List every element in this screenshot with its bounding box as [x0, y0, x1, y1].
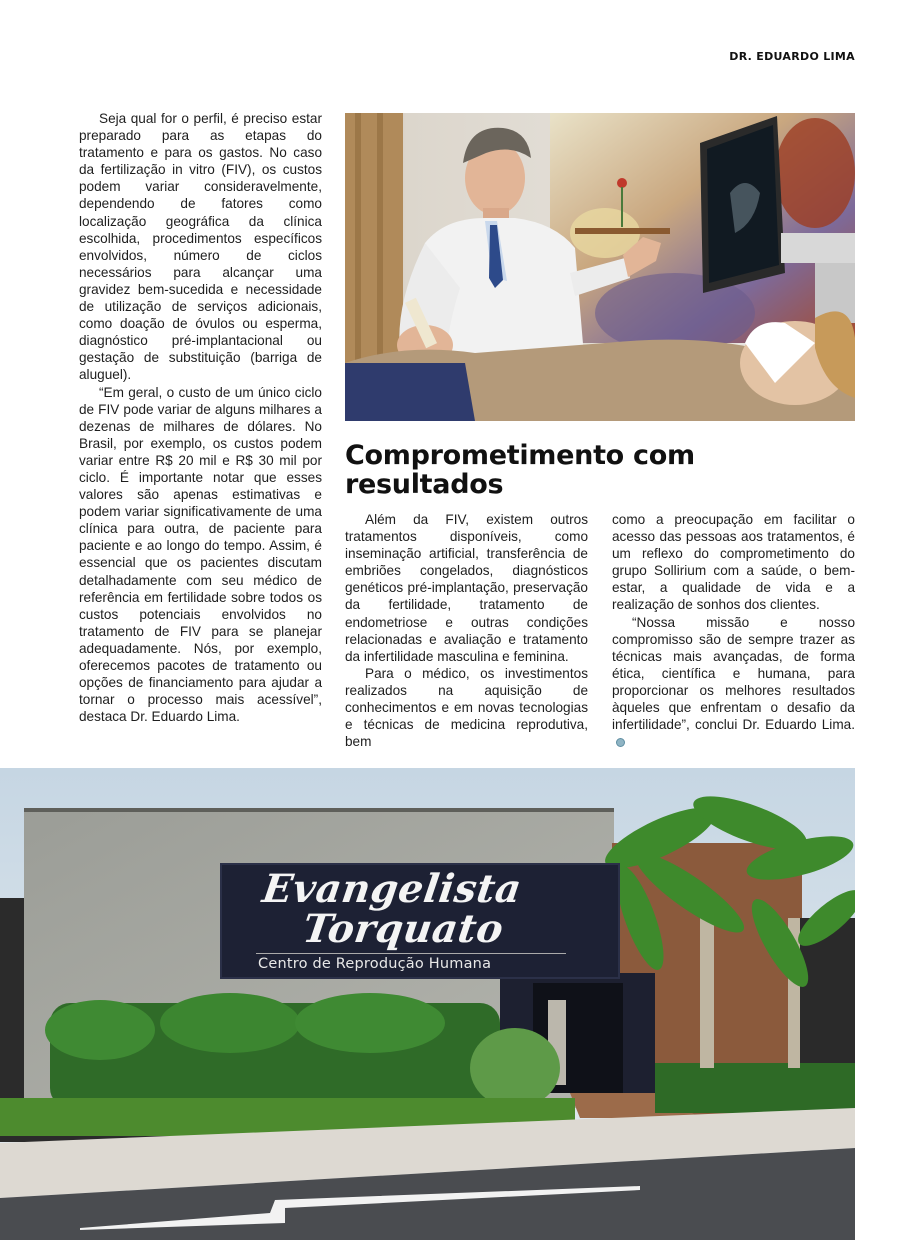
article-column-right	[612, 511, 855, 750]
clinic-facade-photo	[0, 768, 855, 1240]
clinic-sign-logo	[254, 866, 605, 952]
section-headline: Comprometimento com resultados	[345, 440, 695, 500]
clinic-sign	[220, 863, 620, 979]
paragraph: “Em geral, o custo de um único ciclo de FIV pode variar de alguns milhares a dezenas de milhares de dólares. No Brasil, por exemplo, os custos podem variar entre R$ 20 mil e R$ 30 mil por ciclo. É importante notar que esses valores são apenas estimativas e podem variar significativamente de uma clínica para outra, de paciente para paciente e ao longo do tempo. Assim, é essencial que os pacientes discutam detalhadamente com seu médico de referência em fertilidade sobre todos os custos potenciais envolvidos no tratamento de FIV para se planejar adequadamente. Nós, por exemplo, oferecemos pacotes de tratamento ou opções de financiamento para ajudar a tornar o processo mais acessível”, destaca Dr. Eduardo Lima.	[79, 384, 322, 725]
paragraph-text: “Nossa missão e nosso compromisso são de sempre trazer as técnicas mais avançadas, de forma ética, científica e humana, para proporcionar os melhores resultados àqueles que enfrentam o desafio da infertilidade”, conclui Dr. Eduardo Lima.	[612, 614, 855, 733]
article-column-middle	[345, 511, 588, 750]
circle-end-mark-icon	[616, 738, 625, 747]
clinic-sign-subtitle: Centro de Reprodução Humana	[258, 956, 492, 972]
clinic-sign-line2: Torquato	[299, 906, 507, 952]
paragraph: Além da FIV, existem outros tratamentos disponíveis, como inseminação artificial, transferência de embriões congelados, diagnósticos genéticos pré-implantação, preservação da fertilidade, tratamento de endometriose e outras condições relacionadas e avaliação e tratamento da infertilidade masculina e feminina.	[345, 512, 588, 664]
paragraph: Para o médico, os investimentos realizados na aquisição de conhecimentos e em novas tecnologias e técnicas de medicina reprodutiva, bem	[345, 665, 588, 750]
clinic-sign-divider	[256, 953, 566, 954]
doctor-ultrasound-photo	[345, 113, 855, 421]
clinic-sign-line1: Evangelista	[259, 866, 525, 912]
doctor-ultrasound-illustration	[345, 113, 855, 421]
clinic-facade-illustration	[0, 768, 855, 1240]
paragraph: como a preocupação em facilitar o acesso das pessoas aos tratamentos, é um reflexo do comprometimento do grupo Sollirium com a saúde, o bem-estar, a qualidade de vida e a realização de sonhos dos clientes.	[612, 512, 855, 613]
running-head: DR. EDUARDO LIMA	[729, 50, 855, 63]
article-column-left	[79, 110, 322, 725]
paragraph: Seja qual for o perfil, é preciso estar preparado para as etapas do tratamento e para os gastos. No caso da fertilização in vitro (FIV), os custos podem variar consideravelmente, dependendo de fatores como localização geográfica da clínica escolhida, procedimentos específicos envolvidos, número de ciclos necessários para alcançar uma gravidez bem-sucedida e necessidade de utilização de serviços adicionais, como doação de óvulos ou esperma, diagnóstico pré-implantacional ou gestação de substituição (barriga de aluguel).	[79, 111, 322, 383]
paragraph	[612, 614, 855, 751]
